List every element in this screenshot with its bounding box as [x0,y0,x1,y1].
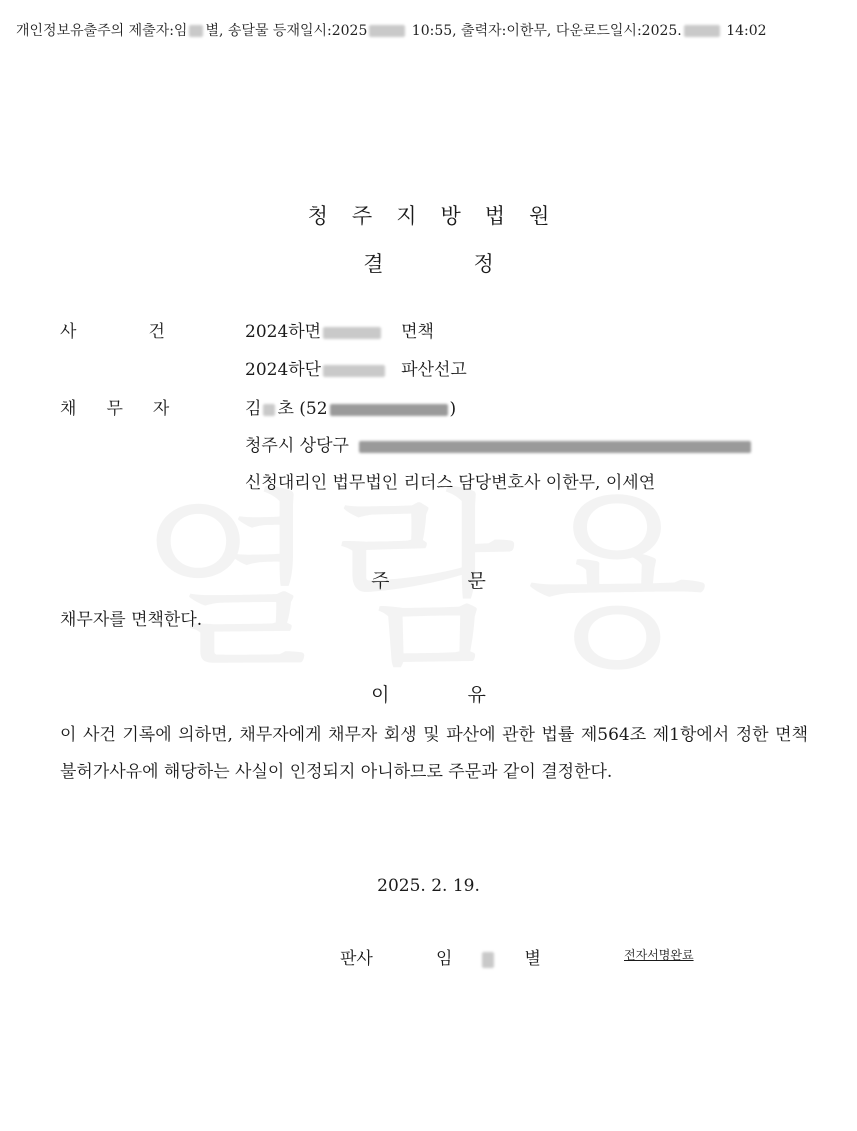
judge-name-part: 별 [524,949,541,969]
case-label-char: 건 [148,322,165,342]
title-char-1: 결 [363,252,384,276]
reason-heading-char: 유 [467,684,486,706]
debtor-name [245,394,456,419]
judge-name-part: 임 [436,949,453,969]
header-info-line [16,20,767,40]
redaction [359,441,751,453]
case-type: 파산선고 [401,360,467,380]
case-number-prefix: 2024하면 [245,322,322,342]
decision-date: 2025. 2. 19. [377,876,480,896]
debtor-label-char: 무 [106,399,123,419]
order-text: 채무자를 면책한다. [60,610,203,630]
redaction [323,327,381,339]
debtor-label [60,394,169,419]
order-heading [0,566,857,593]
redaction [684,25,720,37]
debtor-agent: 신청대리인 법무법인 리더스 담당변호사 이한무, 이세연 [245,473,656,493]
reason-heading [0,680,857,707]
case-number-prefix: 2024하단 [245,360,322,380]
redaction [189,25,203,37]
debtor-label-char: 자 [152,399,170,419]
redaction [330,404,448,416]
reason-text: 이 사건 기록에 의하면, 채무자에게 채무자 회생 및 파산에 관한 법률 제564조 제1항에서 정한 면책불허가사유에 해당하는 사실이 인정되지 아니하므로 주문과 같이 결정한다. [60,725,808,782]
order-heading-char: 문 [467,570,486,592]
debtor-address [245,431,753,456]
redaction [323,365,385,377]
judge-label: 판사 [340,949,373,969]
e-signature-stamp: 전자서명완료 [624,948,694,962]
redaction [369,25,405,37]
debtor-name-part: 초 (52 [277,399,328,419]
header-text-1: 개인정보유출주의 제출자:임 [16,23,188,39]
redaction [263,404,275,416]
document-title [0,248,857,278]
debtor-label-char: 채 [60,399,77,419]
title-char-2: 정 [473,252,494,276]
case-type: 면책 [401,322,434,342]
redaction [482,952,494,968]
case-label [60,317,165,342]
case-label-char: 사 [60,322,77,342]
address-prefix: 청주시 상당구 [245,436,349,456]
debtor-name-part: ) [449,399,457,419]
reason-heading-char: 이 [371,684,390,706]
header-text-2: 별, 송달물 등재일시:2025 [205,23,368,39]
debtor-name-part: 김 [245,399,262,419]
judge-name [436,944,541,969]
case-number-1 [245,317,434,342]
order-heading-char: 주 [371,570,390,592]
case-number-2 [245,355,467,380]
header-text-4: 14:02 [721,23,767,39]
header-text-3: 10:55, 출력자:이한무, 다운로드일시:2025. [407,23,682,39]
court-name: 청주지방법원 [307,204,574,228]
